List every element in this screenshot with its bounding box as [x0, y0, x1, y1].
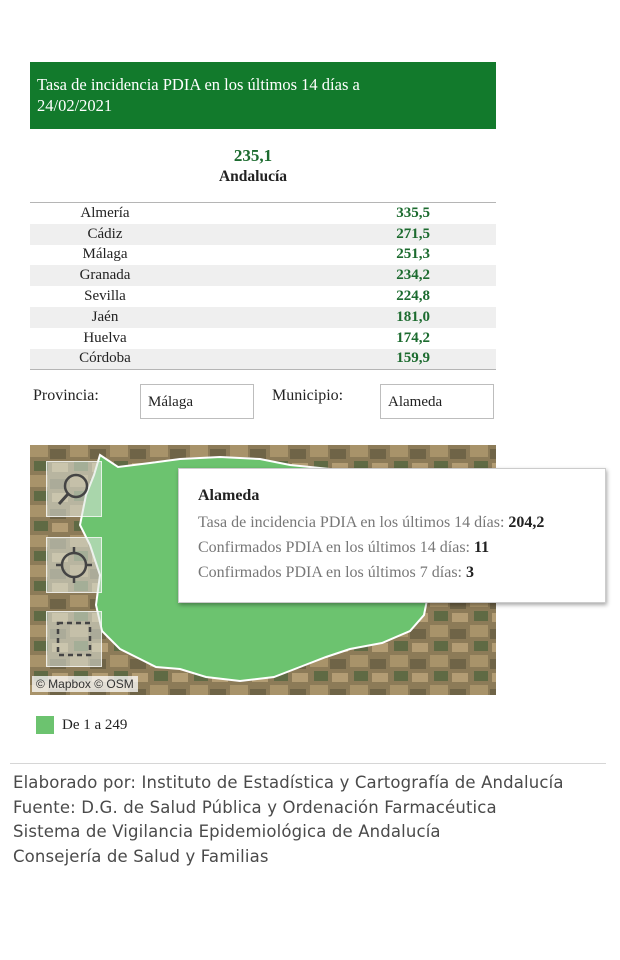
- table-row: [30, 328, 496, 349]
- popup-line-value: 3: [466, 564, 474, 581]
- footer-line: Elaborado por: Instituto de Estadística y Cartografía de Andalucía: [13, 773, 564, 792]
- footer-credits: [13, 771, 564, 869]
- province-value: 234,2: [396, 267, 430, 284]
- header-title-line2: 24/02/2021: [37, 96, 113, 115]
- legend-swatch: [36, 716, 54, 734]
- popup-line-value: 11: [474, 539, 490, 556]
- table-row: [30, 203, 496, 224]
- page-header: [30, 62, 496, 129]
- table-row: [30, 307, 496, 328]
- andalucia-total-label: Andalucía: [218, 168, 288, 185]
- table-row: [30, 245, 496, 266]
- province-name: Cádiz: [87, 225, 123, 242]
- search-icon: [54, 469, 94, 509]
- andalucia-total-value: 235,1: [233, 146, 273, 165]
- header-title-line1: Tasa de incidencia PDIA en los últimos 14 días a: [37, 75, 360, 94]
- province-value: 174,2: [396, 329, 430, 346]
- popup-line: [198, 560, 605, 585]
- province-name: Huelva: [83, 329, 127, 346]
- municipality-popup: [178, 468, 606, 603]
- province-value: 159,9: [396, 350, 430, 367]
- map-attribution[interactable]: © Mapbox © OSM: [32, 676, 138, 692]
- popup-line-label: Confirmados PDIA en los últimos 14 días:: [198, 539, 470, 556]
- provincia-label: Provincia:: [33, 387, 99, 404]
- table-row: [30, 349, 496, 370]
- select-area-button[interactable]: [46, 611, 102, 667]
- popup-line-value: 204,2: [508, 514, 545, 531]
- province-name: Almería: [80, 204, 130, 221]
- locate-map-button[interactable]: [46, 537, 102, 593]
- select-area-icon: [54, 619, 94, 659]
- search-map-button[interactable]: [46, 461, 102, 517]
- province-value: 224,8: [396, 288, 430, 305]
- table-row: [30, 224, 496, 245]
- province-name: Granada: [79, 267, 131, 284]
- locate-icon: [54, 545, 94, 585]
- footer-line: Consejería de Salud y Familias: [13, 846, 269, 866]
- footer-line: Sistema de Vigilancia Epidemiológica de Andalucía: [13, 822, 441, 841]
- legend-label: De 1 a 249: [62, 717, 128, 733]
- popup-title: Alameda: [198, 487, 260, 504]
- footer-line: Fuente: D.G. de Salud Pública y Ordenación Farmacéutica: [13, 797, 497, 817]
- province-name: Sevilla: [84, 288, 126, 305]
- municipio-label: Municipio:: [272, 387, 344, 404]
- province-table: [30, 202, 496, 370]
- popup-line: [198, 510, 605, 535]
- municipio-select[interactable]: Alameda: [380, 384, 494, 419]
- footer-divider: [10, 763, 606, 764]
- province-value: 271,5: [396, 225, 430, 242]
- province-value: 335,5: [396, 204, 430, 221]
- table-row: [30, 286, 496, 307]
- provincia-select[interactable]: Málaga: [140, 384, 254, 419]
- province-value: 251,3: [396, 246, 430, 263]
- popup-line-label: Confirmados PDIA en los últimos 7 días:: [198, 564, 462, 581]
- province-name: Jaén: [91, 308, 119, 325]
- popup-line-label: Tasa de incidencia PDIA en los últimos 14 días:: [198, 514, 505, 531]
- province-name: Málaga: [82, 246, 128, 263]
- table-row: [30, 265, 496, 286]
- province-name: Córdoba: [79, 350, 131, 367]
- popup-line: [198, 535, 605, 560]
- province-value: 181,0: [396, 308, 430, 325]
